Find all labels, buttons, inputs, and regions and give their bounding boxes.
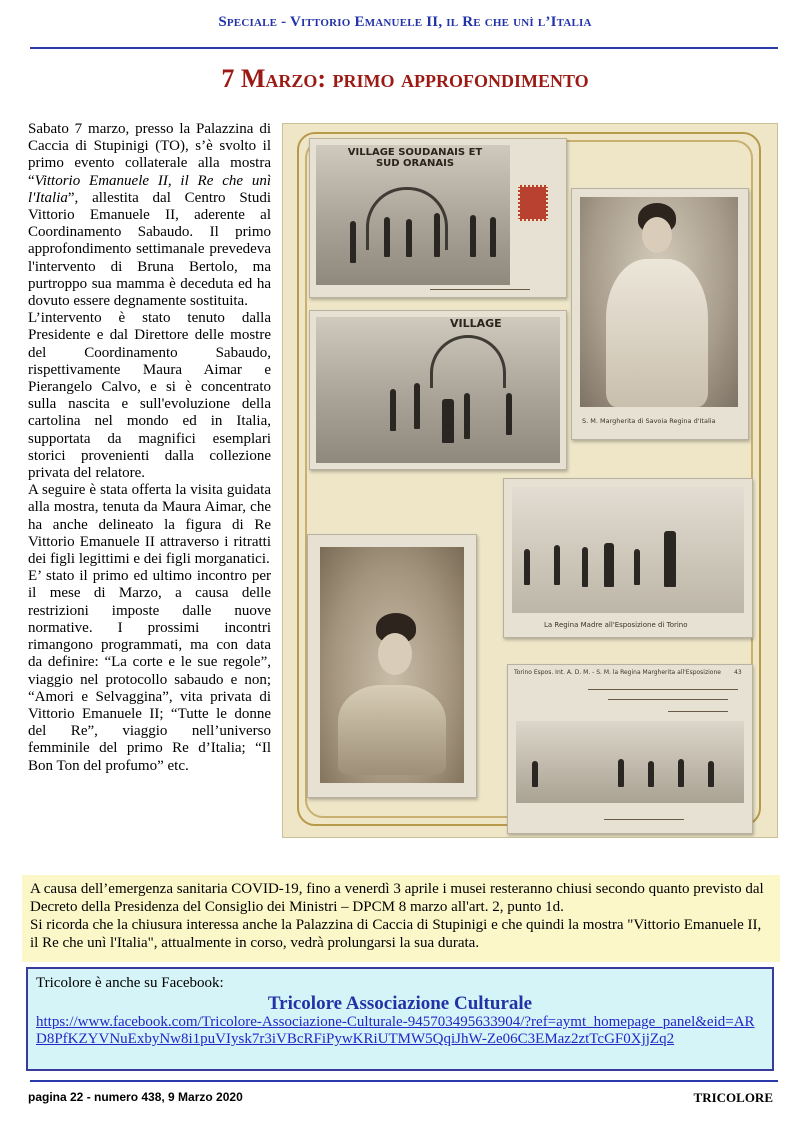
figure — [490, 217, 496, 257]
paragraph-1: Sabato 7 marzo, presso la Palazzina di Caccia di Stupinigi (TO), s’è svolto il primo evento collaterale alla mostra “Vittorio Emanuele II, il Re che unì l'Italia”, allestita dal Centro Studi Vittorio Emanuele II, aderente al Coordinamento Sabaudo. Il primo approfondimento settimanale prevedeva l'intervento di Bruna Bertolo, ma purtroppo sua mamma è deceduta ed ha dovuto essere degnamente sostituita. — [28, 121, 271, 310]
postcard-queen-portrait — [571, 188, 749, 440]
figure — [664, 531, 676, 587]
article-title: 7 Marzo: primo approfondimento — [221, 64, 589, 93]
exhibition-photo — [282, 123, 778, 838]
facebook-link[interactable]: https://www.facebook.com/Tricolore-Associazione-Culturale-945703495633904/?ref=aymt_homepage_panel&eid=ARD8PfKZYVNuExbyNw8i1puVIysk7r3iVBcRFiPywKRiUTMW5QqiJhW-Ze06C3EMaz2ztTcGF0XjjZq2 — [36, 1014, 755, 1047]
figure — [648, 761, 654, 787]
gown — [338, 685, 446, 775]
handwriting — [588, 689, 738, 690]
notice-line-1: A causa dell’emergenza sanitaria COVID-19, fino a venerdì 3 aprile i musei resteranno chiusi secondo quanto previsto dal Decreto della Presidenza del Consiglio dei Ministri – DPCM 8 marzo all'art. 2, punto 1d. — [30, 881, 764, 915]
figure — [634, 549, 640, 585]
village-sign: VILLAGE SOUDANAIS ET SUD ORANAIS — [347, 147, 483, 169]
figure — [708, 761, 714, 787]
postcard-photo — [316, 317, 560, 463]
postcard-expo — [507, 664, 753, 834]
figure — [554, 545, 560, 585]
article-body — [28, 121, 271, 775]
figure — [414, 383, 420, 429]
portrait-caption: S. M. Margherita di Savoia Regina d'Italia — [582, 417, 716, 425]
face — [642, 217, 672, 253]
facebook-intro: Tricolore è anche su Facebook: — [36, 975, 224, 991]
footer-publication: TRICOLORE — [693, 1090, 773, 1105]
paragraph-3: A seguire è stata offerta la visita guidata alla mostra, tenuta da Maura Aimar, che ha anche delineato la figura di Re Vittorio Emanuele II attraverso i ritratti dei figli legittimi e dei figli morganatici. — [28, 482, 271, 568]
paragraph-2: L’intervento è stato tenuto dalla Presidente e dal Direttore delle mostre del Coordinamento Sabaudo, rispettivamente Maura Aimar e Pierangelo Calvo, e si è concentrato sulla nascita e sull'evoluzione della cartolina nel mondo ed in Italia, supportata da magnifici esemplari storici provenienti dalla collezione privata del relatore. — [28, 310, 271, 482]
figure — [532, 761, 538, 787]
figure — [384, 217, 390, 257]
figure — [582, 547, 588, 587]
footer-page-info: pagina 22 - numero 438, 9 Marzo 2020 — [28, 1090, 243, 1104]
facebook-box — [26, 967, 774, 1071]
footer-divider — [30, 1080, 778, 1082]
handwriting — [604, 819, 684, 820]
figure — [350, 221, 356, 263]
figure — [390, 389, 396, 431]
figure — [470, 215, 476, 257]
figure — [604, 543, 614, 587]
notice-line-2: Si ricorda che la chiusura interessa anche la Palazzina di Caccia di Stupinigi e che quindi la mostra "Vittorio Emanuele II, il Re che unì l'Italia", attualmente in corso, vedrà prolungarsi la sua durata. — [30, 917, 762, 951]
figure — [618, 759, 624, 787]
handwriting — [430, 289, 530, 290]
figure — [678, 759, 684, 787]
figure — [434, 213, 440, 257]
section-header: Speciale - Vittorio Emanuele II, il Re che unì l’Italia — [218, 14, 592, 30]
covid-notice — [22, 875, 780, 962]
paragraph-4: E’ stato il primo ed ultimo incontro per il mese di Marzo, a causa delle restrizioni imposte dalle nuove normative. I prossimi incontri rimangono programmati, ma con data da definire: “La corte e le sue regole”, viaggio nel protocollo sabaudo e non; “Amori e Selvaggina”, vita privata di Vittorio Emanuele II; “Tutte le donne del Re”, viaggio nell’universo femminile del primo Re d’Italia; “Il Bon Ton del profumo” etc. — [28, 568, 271, 774]
postcard-village-1 — [309, 138, 567, 298]
postcard-village-2 — [309, 310, 567, 470]
postcard-number: 43 — [734, 669, 742, 676]
header-divider — [30, 47, 778, 49]
figure — [464, 393, 470, 439]
postcard-photo — [512, 487, 744, 613]
village-sign: VILLAGE — [450, 317, 502, 330]
gown — [606, 259, 708, 407]
figure — [442, 399, 454, 443]
postcard-queen-mother — [503, 478, 753, 638]
postcard-header: Torino Espos. Int. A. D. M. - S. M. la Regina Margherita all'Esposizione — [514, 669, 721, 676]
postcard-caption: La Regina Madre all'Esposizione di Torino — [544, 621, 688, 629]
postcard-portrait — [307, 534, 477, 798]
figure — [406, 219, 412, 257]
facebook-org-name: Tricolore Associazione Culturale — [267, 993, 533, 1014]
face — [378, 633, 412, 675]
figure — [524, 549, 530, 585]
exhibition-title: Vittorio Emanuele II, il Re che unì l'Italia — [28, 172, 271, 206]
postage-stamp — [518, 185, 548, 221]
handwriting — [608, 699, 728, 700]
handwriting — [668, 711, 728, 712]
figure — [506, 393, 512, 435]
